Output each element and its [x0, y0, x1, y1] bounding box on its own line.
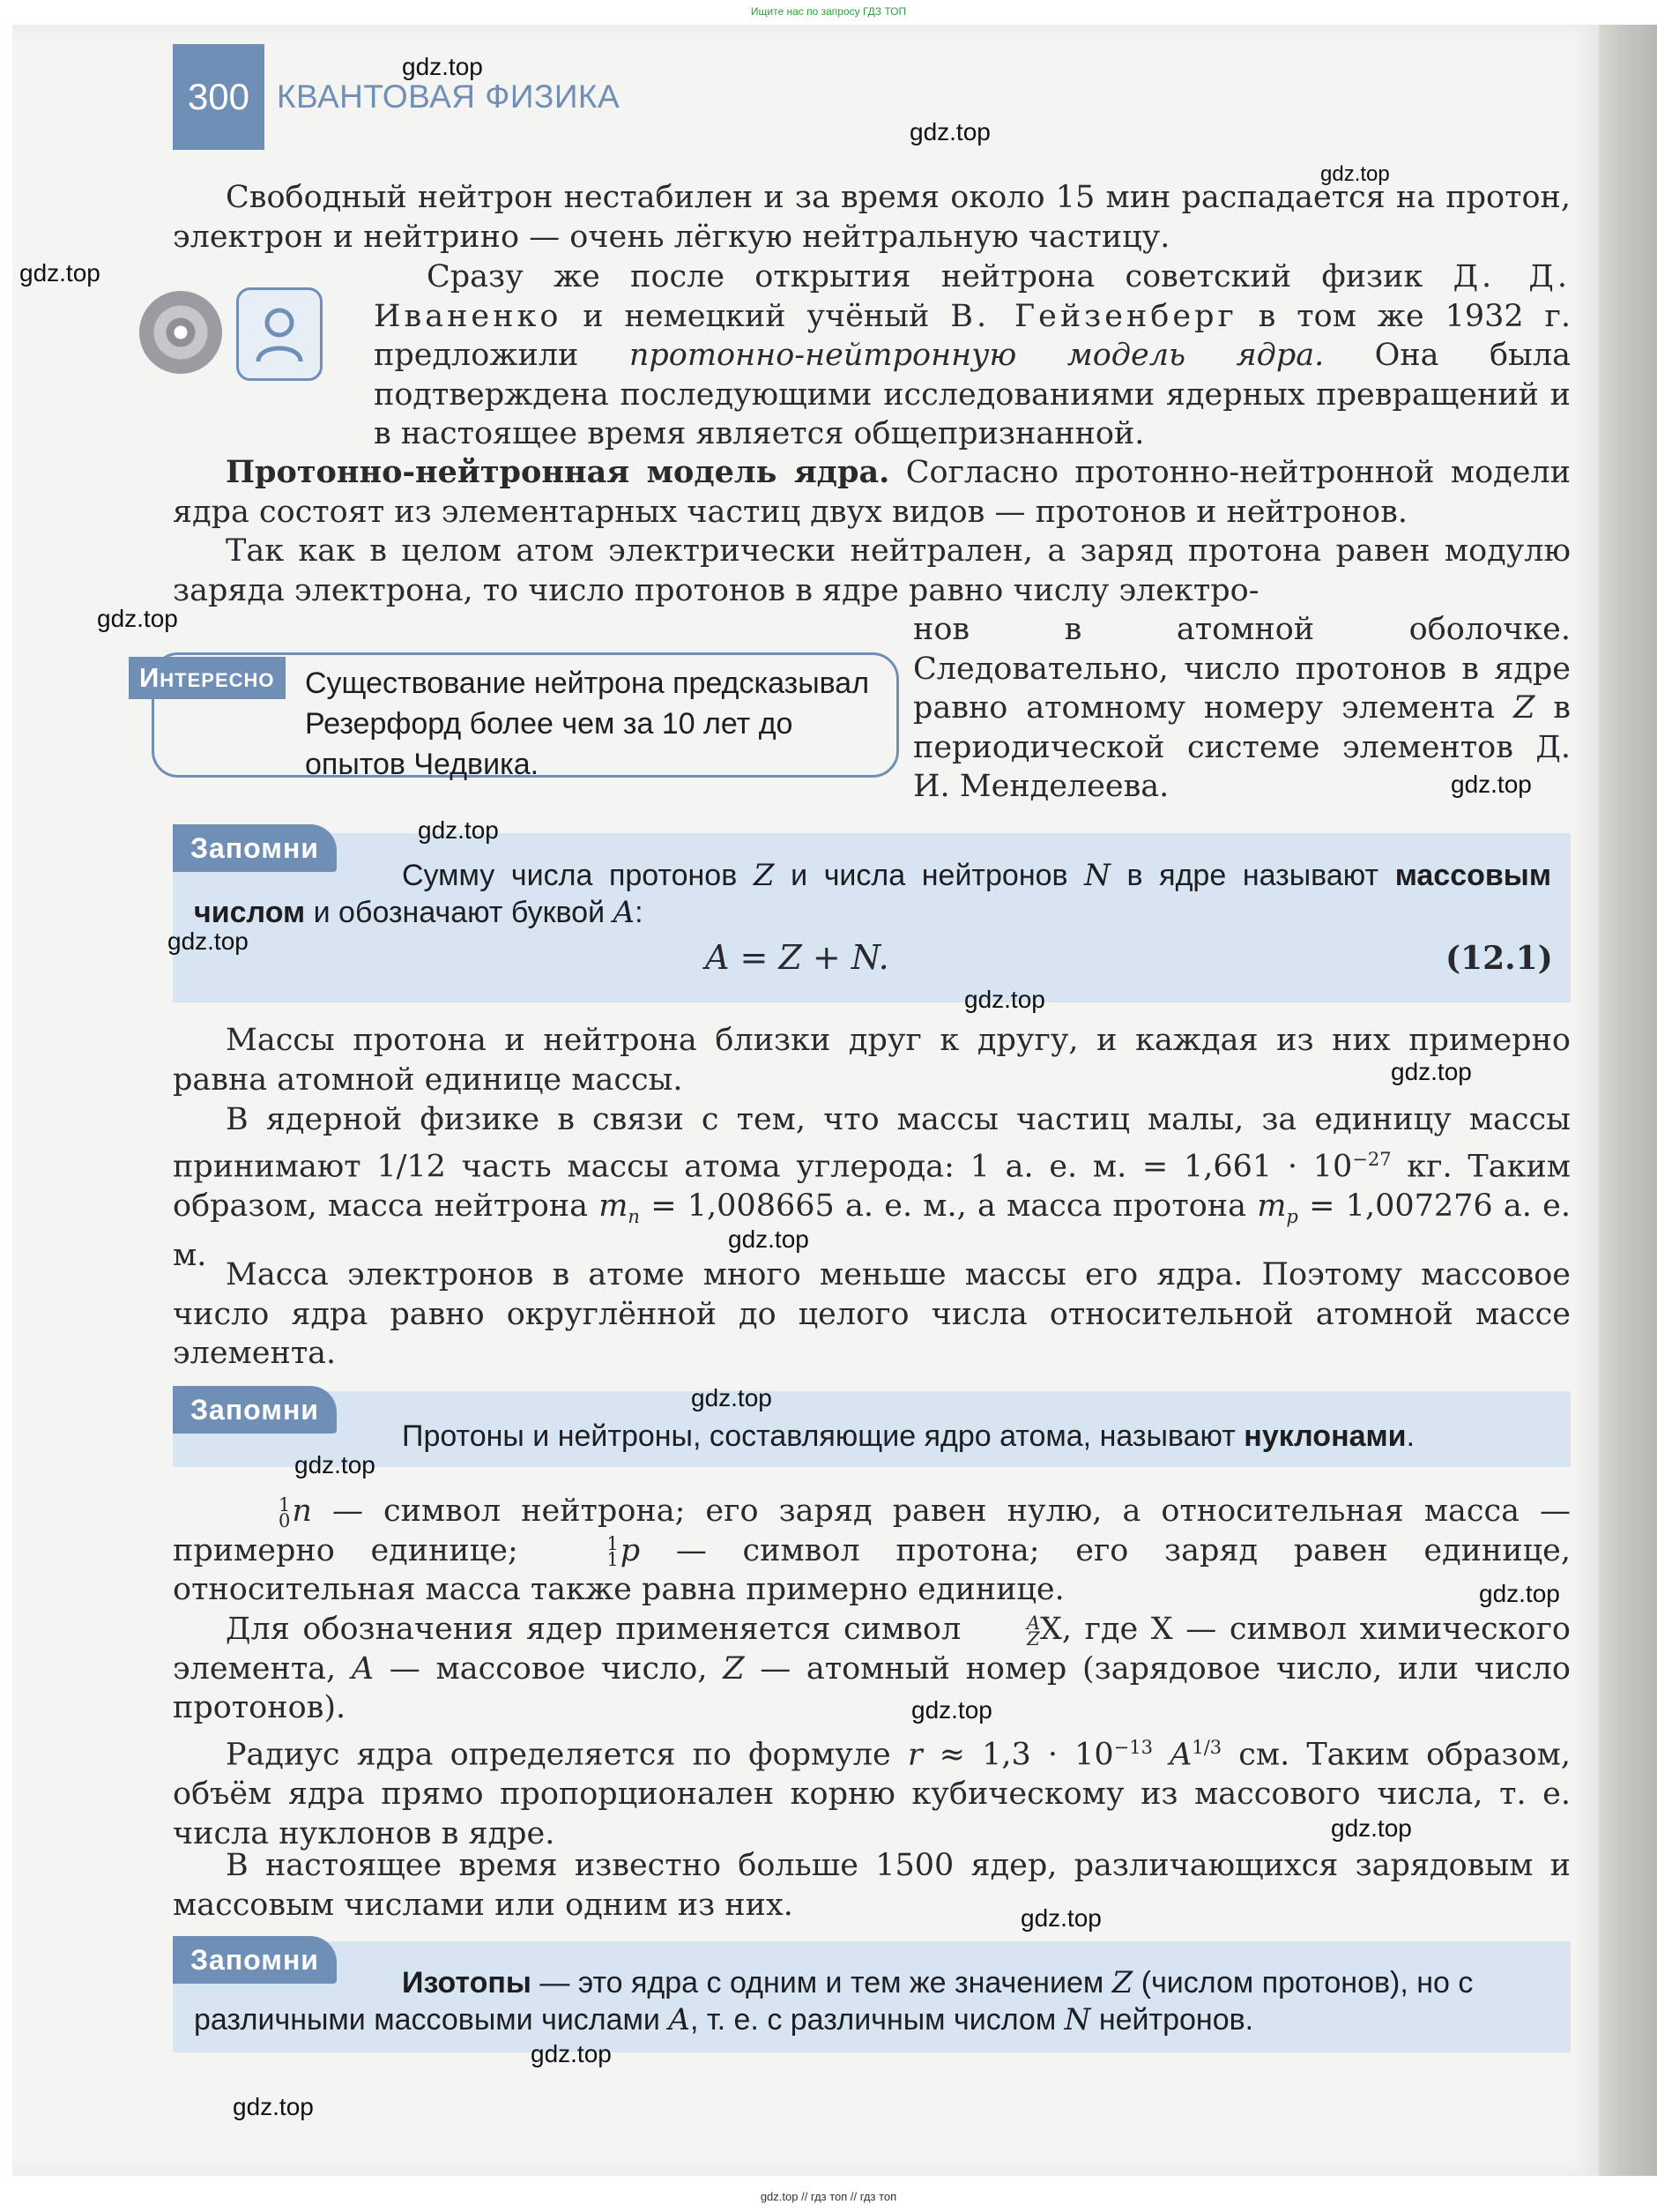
watermark: gdz.top — [97, 605, 178, 632]
watermark: gdz.top — [1479, 1580, 1560, 1607]
watermark: gdz.top — [1021, 1904, 1102, 1932]
paragraph-4: Так как в целом атом электрически нейтрален, а заряд протона равен модулю заряда электрона, то число протонов в ядре равно числу электро- — [173, 533, 1571, 608]
paragraph-11: В настоящее время известно больше 1500 ядер, различающихся зарядовым и массовым числами или одним из них. — [173, 1848, 1571, 1923]
paragraph-9: Для обозначения ядер применяется символ A Z X, где X — символ химического элемента, A — массовое число, Z — атомный номер (зарядовое число, или число протонов). — [173, 1612, 1572, 1725]
watermark: gdz.top — [911, 1696, 992, 1724]
interesting-label: Интересно — [129, 657, 286, 699]
watermark: gdz.top — [402, 53, 483, 80]
paragraph-10: Радиус ядра определяется по формуле $r \approx 1,3 \cdot 10^{-13}$ $A^{1/3}$ см. Таким образом, объём ядра прямо пропорционален корню кубическому из массового числа, т. е. числа нуклонов в ядре. — [173, 1737, 1572, 1851]
remember-text-1: Сумму числа протонов Z и числа нейтронов N в ядре называют массовым числом и обозначают буквой A: — [194, 858, 1551, 930]
person-icon — [236, 287, 323, 381]
watermark: gdz.top — [1320, 162, 1390, 186]
remember-text-3: Изотопы — это ядра с одним и тем же значением Z (числом протонов), но с различными массовыми числами A, т. е. с различным числом N нейтронов. — [194, 1965, 1474, 2037]
watermark: gdz.top — [418, 816, 499, 844]
remember-label-2: Запомни — [173, 1386, 337, 1434]
watermark: gdz.top — [964, 986, 1045, 1013]
watermark: gdz.top — [531, 2040, 612, 2067]
interesting-text: Существование нейтрона предсказывал Резерфорд более чем за 10 лет до опытов Чедвика. — [305, 667, 870, 781]
page-header — [173, 44, 620, 150]
watermark: gdz.top — [294, 1451, 375, 1478]
paragraph-2: Сразу же после открытия нейтрона советский физик Д. Д. Иваненко и немецкий учёный В. Гейзенберг в том же 1932 г. предложили протонно-нейтронную модель ядра. Она была подтверждена последующими исследованиями ядерных превращений и в настоящее время является общепризнанной. — [374, 259, 1571, 451]
remember-label-1: Запомни — [173, 824, 337, 872]
cd-disc-icon — [139, 291, 222, 374]
top-note: Ищите нас по запросу ГДЗ ТОП — [750, 5, 907, 18]
watermark: gdz.top — [691, 1384, 772, 1411]
paragraph-8: 1 0 n — символ нейтрона; его заряд равен нулю, а относительная масса — примерно единице; 1 1 p — символ протона; его заряд равен единице, относительная масса также равна примерно единице. — [173, 1493, 1571, 1607]
paragraph-6: В ядерной физике в связи с тем, что массы частиц малы, за единицу массы принимают 1/12 часть массы атома углерода: 1 а. е. м. = $1,661 \cdot 10^{-27}$ кг. Таким образом, масса нейтрона $m_n = 1,008665$ а. е. м., а масса протона $m_p = 1,007276$ а. е. м. — [173, 1102, 1571, 1274]
watermark: gdz.top — [19, 259, 100, 287]
bottom-note: gdz.top // гдз топ // гдз топ — [760, 2190, 897, 2203]
page-number: 300 — [173, 44, 264, 150]
paragraph-4-continued: нов в атомной оболочке. Следовательно, число протонов в ядре равно атомному номеру элемента Z в периодической системе элементов Д. И. Менделеева. — [913, 612, 1571, 804]
watermark: gdz.top — [1391, 1058, 1472, 1085]
watermark: gdz.top — [1451, 771, 1532, 798]
watermark: gdz.top — [910, 118, 991, 145]
section-title: КВАНТОВАЯ ФИЗИКА — [277, 78, 620, 115]
watermark: gdz.top — [1331, 1814, 1412, 1842]
page-edge — [1599, 25, 1657, 2176]
remember-label-3: Запомни — [173, 1936, 337, 1984]
formula-12-1: A = Z + N. — [705, 938, 889, 977]
watermark: gdz.top — [728, 1225, 809, 1253]
formula-number: (12.1) — [1445, 940, 1553, 977]
paragraph-5: Массы протона и нейтрона близки друг к другу, и каждая из них примерно равна атомной единице массы. — [173, 1023, 1571, 1098]
paragraph-7: Масса электронов в атоме много меньше массы его ядра. Поэтому массовое число ядра равно округлённой до целого числа относительной атомной массе элемента. — [173, 1257, 1571, 1371]
watermark: gdz.top — [233, 2093, 314, 2120]
paragraph-3: Протонно-нейтронная модель ядра. Согласно протонно-нейтронной модели ядра состоят из элементарных частиц двух видов — протонов и нейтронов. — [173, 454, 1572, 530]
paragraph-1: Свободный нейтрон нестабилен и за время около 15 мин распадается на протон, электрон и нейтрино — очень лёгкую нейтральную частицу. — [173, 180, 1571, 255]
remember-text-2: Протоны и нейтроны, составляющие ядро атома, называют нуклонами. — [402, 1419, 1416, 1453]
watermark: gdz.top — [167, 927, 249, 955]
